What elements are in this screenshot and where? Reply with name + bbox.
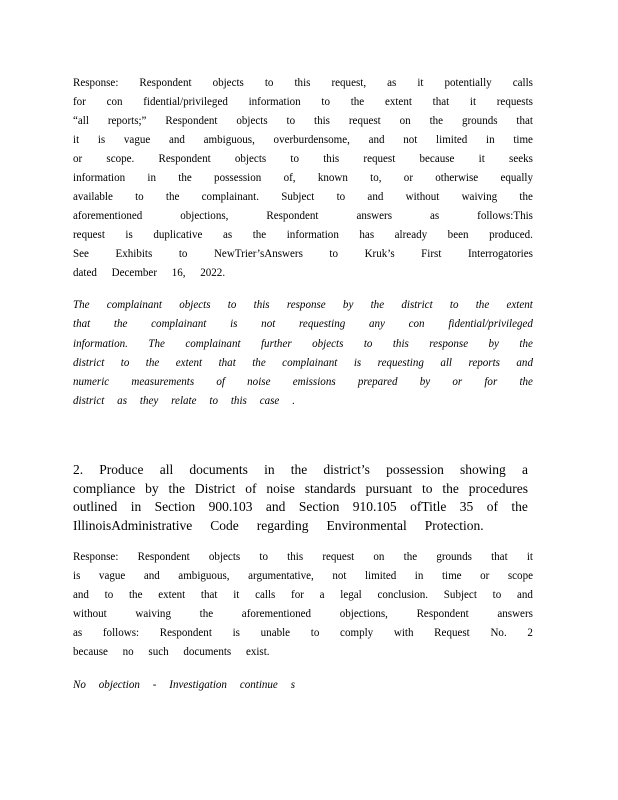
- word: objection: [98, 677, 140, 691]
- word: in: [486, 132, 495, 146]
- word: for: [484, 374, 498, 389]
- word: equally: [500, 170, 533, 184]
- word: Environmental: [326, 517, 407, 533]
- word: extent: [158, 587, 186, 601]
- word: the: [165, 189, 180, 203]
- word: documents: [183, 644, 232, 658]
- word: as: [222, 227, 233, 241]
- word: regarding: [256, 517, 309, 533]
- word: Exhibits: [115, 246, 153, 260]
- word: Response:: [73, 549, 119, 563]
- word: for: [73, 94, 86, 108]
- word: compliance: [73, 480, 136, 496]
- word: possession: [386, 462, 444, 477]
- response-1: [73, 73, 533, 282]
- word: 900.103: [208, 499, 253, 514]
- word: ofTitle: [410, 499, 447, 514]
- word: or: [452, 374, 463, 389]
- word: the: [113, 316, 128, 331]
- word: measurements: [131, 374, 195, 389]
- word: of: [486, 499, 498, 514]
- word: of,: [283, 170, 296, 184]
- word: NewTrier’sAnswers: [213, 246, 303, 260]
- word: for: [291, 587, 304, 601]
- word: Respondent: [137, 549, 190, 563]
- word: district: [401, 297, 433, 311]
- text-line: [73, 111, 533, 130]
- word: continue: [239, 677, 278, 691]
- word: district’s: [323, 462, 370, 477]
- word: 16,: [171, 265, 186, 279]
- word: it: [73, 132, 80, 146]
- word: conclusion.: [377, 587, 429, 601]
- word: overburdensome,: [273, 132, 350, 146]
- word: Code: [210, 517, 239, 533]
- word: the: [403, 549, 418, 563]
- word: standards: [304, 480, 356, 496]
- word: response: [429, 335, 469, 350]
- word: as: [117, 393, 127, 408]
- word: See: [73, 246, 89, 260]
- word: to: [421, 480, 433, 496]
- word: s: [290, 677, 296, 691]
- word: Subject: [443, 587, 477, 601]
- word: First: [421, 246, 442, 260]
- word: dated: [73, 265, 97, 279]
- word: the: [128, 587, 143, 601]
- word: objects: [312, 335, 344, 350]
- word: and: [516, 587, 533, 601]
- word: without: [73, 606, 107, 620]
- text-line: [73, 168, 533, 187]
- word: this: [253, 297, 270, 311]
- word: they: [139, 393, 159, 408]
- word: complainant.: [201, 189, 259, 203]
- word: and: [73, 587, 89, 601]
- word: “all: [73, 113, 89, 127]
- word: extent: [175, 354, 203, 369]
- word: extent: [384, 94, 412, 108]
- word: this: [392, 335, 409, 350]
- word: Protection.: [424, 517, 484, 533]
- word: that: [516, 113, 533, 127]
- text-line: [73, 566, 533, 585]
- word: response: [286, 297, 326, 311]
- word: calls: [255, 587, 276, 601]
- word: and: [368, 132, 385, 146]
- word: a: [521, 462, 528, 477]
- word: waiving: [135, 606, 171, 620]
- text-line: [73, 314, 533, 333]
- word: the: [519, 189, 533, 203]
- word: further: [260, 335, 292, 350]
- word: the: [511, 499, 528, 514]
- word: without: [405, 189, 440, 203]
- word: this: [323, 151, 340, 165]
- word: that: [432, 94, 450, 108]
- word: objects: [234, 151, 267, 165]
- word: to: [336, 189, 346, 203]
- word: complainant: [106, 297, 163, 311]
- word: as: [73, 625, 83, 639]
- word: to: [310, 625, 320, 639]
- word: or: [480, 568, 490, 582]
- word: The: [148, 335, 165, 350]
- word: as: [429, 208, 440, 222]
- word: to: [492, 587, 502, 601]
- word: the: [178, 170, 192, 184]
- word: 2: [527, 625, 533, 639]
- word: objects: [236, 113, 268, 127]
- word: request,: [331, 75, 367, 89]
- word: answers: [497, 606, 533, 620]
- word: to: [264, 75, 274, 89]
- word: Respondent: [158, 151, 211, 165]
- word: is: [353, 354, 362, 369]
- word: Section: [298, 499, 340, 514]
- complainant-objection-2: [73, 675, 533, 694]
- word: the: [519, 374, 533, 389]
- word: con: [408, 316, 425, 331]
- word: requesting: [377, 354, 424, 369]
- word: Respondent: [416, 606, 469, 620]
- word: scope: [507, 568, 533, 582]
- word: pursuant: [365, 480, 413, 496]
- word: argumentative,: [248, 568, 314, 582]
- word: limited: [436, 132, 468, 146]
- word: requesting: [299, 316, 346, 331]
- word: the: [442, 480, 459, 496]
- word: not: [403, 132, 418, 146]
- text-line: [73, 547, 533, 566]
- word: it: [478, 151, 485, 165]
- text-line: [73, 244, 533, 263]
- word: procedures: [468, 480, 528, 496]
- text-line: [73, 461, 528, 480]
- word: request: [322, 549, 355, 563]
- word: to: [363, 335, 373, 350]
- word: seeks: [509, 151, 533, 165]
- word: the: [370, 297, 385, 311]
- word: any: [368, 316, 385, 331]
- word: is: [232, 625, 240, 639]
- word: .: [292, 393, 295, 408]
- word: reports: [468, 354, 500, 369]
- word: 2.: [73, 462, 84, 477]
- word: it: [417, 75, 424, 89]
- word: to: [135, 189, 144, 203]
- word: on: [373, 549, 385, 563]
- word: of: [245, 480, 257, 496]
- word: and: [143, 568, 160, 582]
- word: case: [259, 393, 280, 408]
- word: the: [252, 227, 267, 241]
- word: Produce: [99, 462, 144, 477]
- word: because: [419, 151, 455, 165]
- word: possession: [214, 170, 262, 184]
- word: grounds: [436, 549, 472, 563]
- word: the: [252, 354, 266, 369]
- word: vague: [98, 568, 126, 582]
- word: request: [363, 151, 396, 165]
- word: information.: [73, 335, 128, 350]
- word: in: [264, 462, 275, 477]
- word: that: [218, 354, 236, 369]
- word: by: [488, 335, 499, 350]
- word: objections,: [180, 208, 229, 222]
- text-line: [73, 295, 533, 314]
- word: documents: [189, 462, 248, 477]
- word: or: [403, 170, 413, 184]
- word: by: [342, 297, 354, 311]
- text-line: [73, 675, 533, 694]
- word: emissions: [292, 374, 336, 389]
- word: the: [350, 94, 365, 108]
- word: to: [104, 587, 114, 601]
- word: calls: [512, 75, 533, 89]
- word: No.: [490, 625, 507, 639]
- word: complainant: [151, 316, 207, 331]
- word: by: [419, 374, 431, 389]
- word: to: [120, 354, 130, 369]
- word: information: [248, 94, 301, 108]
- word: showing: [460, 462, 506, 477]
- word: con: [106, 94, 123, 108]
- word: to: [321, 94, 331, 108]
- word: Respondent: [266, 208, 319, 222]
- text-line: [73, 604, 533, 623]
- word: it: [526, 549, 533, 563]
- word: request: [348, 113, 381, 127]
- text-line: [73, 334, 533, 353]
- word: in: [130, 499, 142, 514]
- word: time: [513, 132, 533, 146]
- word: to: [329, 246, 339, 260]
- word: district: [73, 393, 105, 408]
- word: Investigation: [169, 677, 227, 691]
- word: to: [227, 297, 237, 311]
- word: and: [367, 189, 384, 203]
- word: produced.: [489, 227, 533, 241]
- word: waiving: [461, 189, 498, 203]
- word: to: [449, 297, 459, 311]
- word: to: [178, 246, 188, 260]
- word: objections,: [339, 606, 388, 620]
- word: is: [97, 132, 106, 146]
- word: in: [147, 170, 157, 184]
- text-line: [73, 517, 528, 536]
- word: of: [216, 374, 225, 389]
- word: ambiguous,: [203, 132, 255, 146]
- word: district: [73, 354, 105, 369]
- word: this: [287, 549, 304, 563]
- word: and: [168, 132, 185, 146]
- word: is: [73, 568, 81, 582]
- text-line: [73, 187, 533, 206]
- text-line: [73, 130, 533, 149]
- word: not: [332, 568, 347, 582]
- word: it: [469, 94, 477, 108]
- word: unable: [260, 625, 291, 639]
- word: a: [319, 587, 325, 601]
- word: no: [122, 644, 134, 658]
- word: information: [73, 170, 126, 184]
- text-line: [73, 92, 533, 111]
- word: available: [73, 189, 113, 203]
- word: it: [233, 587, 240, 601]
- word: noise: [247, 374, 271, 389]
- word: the: [519, 335, 533, 350]
- word: December: [111, 265, 158, 279]
- word: on: [399, 113, 411, 127]
- word: is: [125, 227, 133, 241]
- word: vague: [123, 132, 151, 146]
- word: the: [429, 113, 444, 127]
- word: No: [73, 677, 86, 691]
- word: already: [394, 227, 428, 241]
- request-2: [73, 461, 533, 535]
- word: Kruk’s: [364, 246, 395, 260]
- word: Respondent: [139, 75, 192, 89]
- word: outlined: [73, 499, 118, 514]
- word: by: [145, 480, 159, 496]
- word: to: [290, 151, 300, 165]
- text-line: [73, 353, 533, 372]
- word: ambiguous,: [178, 568, 230, 582]
- text-line: [73, 642, 533, 661]
- word: because: [73, 644, 108, 658]
- word: the: [475, 297, 490, 311]
- word: all: [440, 354, 452, 369]
- word: numeric: [73, 374, 110, 389]
- word: prepared: [357, 374, 398, 389]
- word: -: [152, 677, 157, 691]
- word: aforementioned: [73, 208, 143, 222]
- word: to: [286, 113, 296, 127]
- word: been: [447, 227, 469, 241]
- text-line: [73, 149, 533, 168]
- word: IllinoisAdministrative: [73, 517, 193, 533]
- word: the: [290, 462, 308, 477]
- text-line: [73, 263, 533, 282]
- response-2: [73, 547, 533, 661]
- word: request: [73, 227, 105, 241]
- word: requests: [496, 94, 533, 108]
- word: Request: [434, 625, 470, 639]
- word: or: [73, 151, 83, 165]
- word: relate: [171, 393, 197, 408]
- text-line: [73, 372, 533, 391]
- word: limited: [364, 568, 397, 582]
- text-line: [73, 73, 533, 92]
- word: all: [159, 462, 174, 477]
- word: that: [73, 316, 91, 331]
- word: the: [199, 606, 214, 620]
- word: and: [516, 354, 533, 369]
- word: exist.: [245, 644, 270, 658]
- word: follows:: [102, 625, 140, 639]
- word: the: [145, 354, 160, 369]
- word: complainant: [185, 335, 241, 350]
- word: grounds: [461, 113, 498, 127]
- word: answers: [356, 208, 393, 222]
- word: this: [314, 113, 330, 127]
- text-line: [73, 585, 533, 604]
- word: has: [359, 227, 375, 241]
- word: that: [491, 549, 508, 563]
- word: time: [441, 568, 462, 582]
- word: District: [194, 480, 236, 496]
- text-line: [73, 391, 533, 410]
- word: otherwise: [435, 170, 479, 184]
- word: duplicative: [153, 227, 203, 241]
- word: scope.: [106, 151, 135, 165]
- word: objects: [179, 297, 211, 311]
- word: as: [387, 75, 397, 89]
- word: follows:This: [477, 208, 533, 222]
- word: legal: [340, 587, 362, 601]
- word: such: [148, 644, 169, 658]
- word: Respondent: [159, 625, 212, 639]
- word: and: [265, 499, 286, 514]
- text-line: [73, 225, 533, 244]
- word: the: [168, 480, 185, 496]
- word: fidential/privileged: [448, 316, 533, 331]
- word: Interrogatories: [467, 246, 533, 260]
- word: Respondent: [165, 113, 218, 127]
- text-line: [73, 623, 533, 642]
- word: 35: [459, 499, 474, 514]
- word: information: [286, 227, 339, 241]
- word: fidential/privileged: [143, 94, 228, 108]
- word: to: [259, 549, 268, 563]
- word: objects: [208, 549, 241, 563]
- word: extent: [506, 297, 533, 311]
- word: with: [393, 625, 414, 639]
- word: known: [317, 170, 348, 184]
- word: complainant: [282, 354, 338, 369]
- complainant-objection-1: [73, 295, 533, 411]
- word: noise: [266, 480, 295, 496]
- word: Subject: [281, 189, 315, 203]
- word: that: [200, 587, 218, 601]
- word: is: [230, 316, 238, 331]
- word: Response:: [73, 75, 119, 89]
- word: potentially: [444, 75, 492, 89]
- word: 910.105: [352, 499, 397, 514]
- word: in: [414, 568, 424, 582]
- text-line: [73, 480, 528, 499]
- word: Section: [154, 499, 196, 514]
- word: not: [261, 316, 276, 331]
- word: this: [294, 75, 311, 89]
- word: to: [209, 393, 218, 408]
- word: this: [230, 393, 247, 408]
- word: objects: [212, 75, 244, 89]
- word: reports;”: [107, 113, 147, 127]
- text-line: [73, 206, 533, 225]
- word: comply: [340, 625, 374, 639]
- text-line: [73, 498, 528, 517]
- word: 2022.: [200, 265, 226, 279]
- word: The: [73, 297, 90, 311]
- word: to,: [370, 170, 382, 184]
- word: aforementioned: [241, 606, 312, 620]
